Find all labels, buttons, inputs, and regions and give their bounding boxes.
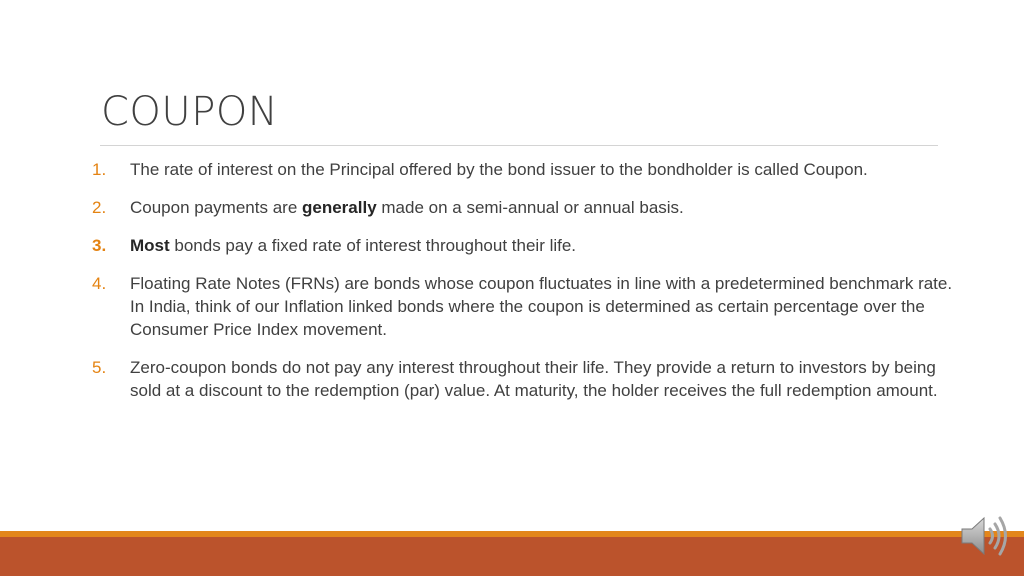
list-text [130, 158, 956, 181]
list-item [86, 234, 956, 257]
list-text [130, 272, 956, 341]
list-number: 1. [92, 160, 107, 179]
list-text [130, 234, 956, 257]
list-text [130, 356, 956, 402]
text-segment: The rate of interest on the Principal offered by the bond issuer to the bondholder is called Coupon. [130, 160, 868, 179]
list-item [86, 158, 956, 181]
footer-bar [0, 537, 1024, 576]
list-number: 5. [92, 358, 107, 377]
emphasis-text: generally [302, 198, 377, 217]
text-segment: Floating Rate Notes (FRNs) are bonds whose coupon fluctuates in line with a predetermined benchmark rate. In India, think of our Inflation linked bonds where the coupon is determined as certain percentage over the Consumer Price Index movement. [130, 274, 953, 339]
list-number: 3. [92, 236, 107, 255]
text-segment: bonds pay a fixed rate of interest throughout their life. [169, 236, 577, 255]
list-item [86, 272, 956, 341]
text-segment: made on a semi-annual or annual basis. [376, 198, 684, 217]
slide-title: COUPON [101, 89, 279, 135]
list-number: 4. [92, 274, 107, 293]
speaker-icon-graphic [958, 509, 1012, 563]
speaker-icon[interactable] [958, 509, 1012, 563]
emphasis-text: Most [130, 236, 170, 255]
list-item [86, 356, 956, 402]
text-segment: Coupon payments are [130, 198, 302, 217]
list-item [86, 196, 956, 219]
title-divider [100, 145, 938, 146]
text-segment: Zero-coupon bonds do not pay any interest throughout their life. They provide a return to investors by being sold at a discount to the redemption (par) value. At maturity, the holder receives the full redemption amount. [130, 358, 938, 400]
bullet-list [86, 158, 956, 417]
list-text [130, 196, 956, 219]
list-number: 2. [92, 198, 107, 217]
